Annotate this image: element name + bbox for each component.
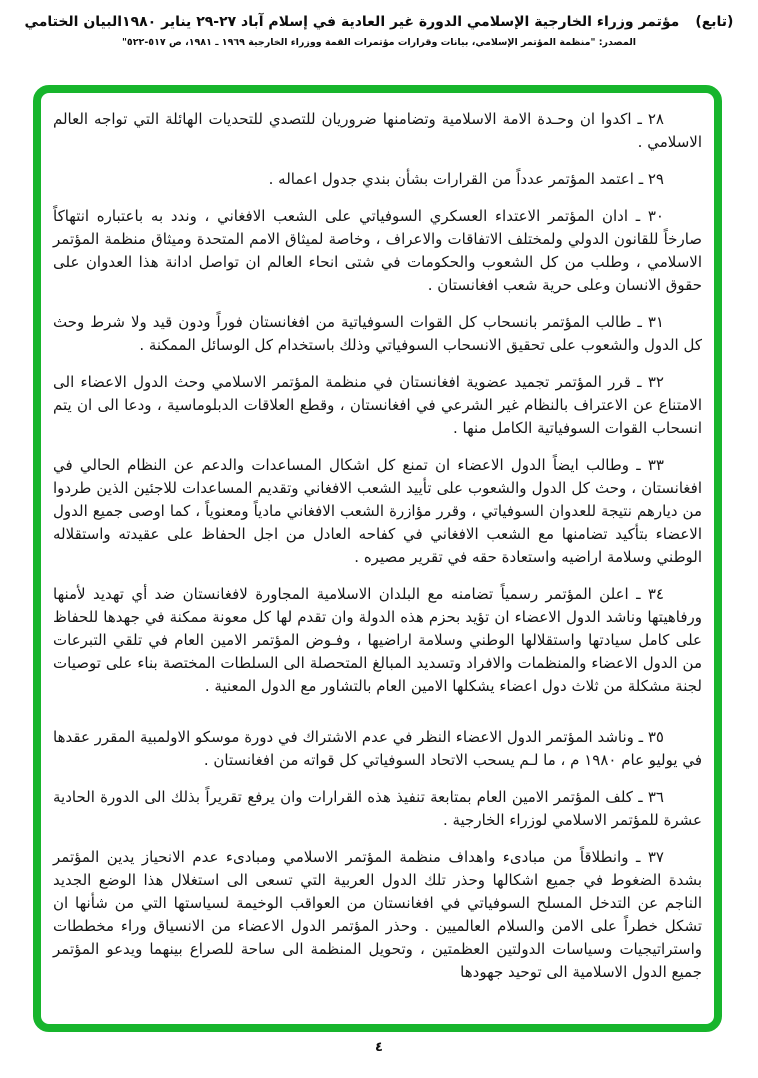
paragraph-number: ٣٥ bbox=[647, 728, 664, 746]
paragraph-dash: ـ bbox=[636, 585, 641, 603]
document-title-text: مؤتمر وزراء الخارجية الإسلامي الدورة غير العادية في إسلام آباد ٢٧-٢٩ يناير ١٩٨٠البيان الختامي bbox=[24, 14, 680, 30]
paragraph-text: ادان المؤتمر الاعتداء العسكري السوفياتي على الشعب الافغاني ، وندد به باعتباره انتهاكاً صارخاً للقانون الدولي ولمختلف الاتفاقات والاعراف ، وخاصة لميثاق الامم المتحدة وميثاق منظمة المؤتمر الاسلامي ، وطلب من كل الشعوب والحكومات في شتى انحاء العالم ان تواصل ادانة هذا العدوان على حقوق الانسان وعلى حرية شعب افغانستان . bbox=[53, 207, 702, 294]
paragraph-number: ٣١ bbox=[647, 313, 664, 331]
paragraph-text: قرر المؤتمر تجميد عضوية افغانستان في منظمة المؤتمر الاسلامي وحث الدول الاعضاء الى الامتناع عن الاعتراف بالنظام غير الشرعي في افغانستان ، وقطع العلاقات الدبلوماسية ، ودعا الى ان يتم انسحاب القوات السوفياتية الكامل منها . bbox=[53, 373, 702, 437]
paragraph-number: ٣٦ bbox=[647, 788, 664, 806]
document-box bbox=[33, 85, 722, 1032]
paragraph-number: ٣٢ bbox=[647, 373, 664, 391]
paragraph-30 bbox=[53, 205, 702, 297]
paragraph-text: اكدوا ان وحـدة الامة الاسلامية وتضامنها ضروريان للتصدي للتحديات الهائلة التي تواجه العالم الاسلامي . bbox=[53, 110, 702, 151]
paragraph-number: ٢٨ bbox=[647, 110, 664, 128]
paragraph-37 bbox=[53, 846, 702, 984]
paragraph-number: ٢٩ bbox=[647, 170, 664, 188]
paragraph-32 bbox=[53, 371, 702, 440]
paragraph-number: ٣٧ bbox=[647, 848, 664, 866]
paragraph-33 bbox=[53, 454, 702, 569]
paragraph-number: ٣٠ bbox=[647, 207, 664, 225]
paragraph-dash: ـ bbox=[636, 456, 641, 474]
paragraph-dash: ـ bbox=[637, 373, 642, 391]
paragraph-text: اعتمد المؤتمر عدداً من القرارات بشأن بندي جدول اعماله . bbox=[268, 170, 634, 188]
paragraph-dash: ـ bbox=[637, 313, 642, 331]
paragraph-dash: ـ bbox=[638, 788, 643, 806]
paragraph-text: وناشد المؤتمر الدول الاعضاء النظر في عدم الاشتراك في دورة موسكو الاولمبية المقرر عقدها في يوليو عام ١٩٨٠ م ، ما لـم يسحب الاتحاد السوفياتي كل قواته من افغانستان . bbox=[53, 728, 702, 769]
paragraph-28 bbox=[53, 108, 702, 154]
page-header bbox=[0, 0, 758, 48]
paragraph-29 bbox=[53, 168, 702, 191]
document-body bbox=[41, 93, 714, 1006]
paragraph-text: اعلن المؤتمر رسمياً تضامنه مع البلدان الاسلامية المجاورة لافغانستان ضد أي تهديد لأمنها ورفاهيتها وناشد الدول الاعضاء ان تؤيد بحزم هذه الدولة وان تقدم لها كل معونة ممكنة في جهدها للحفاظ على كامل سيادتها واستقلالها الوطني وسلامة اراضيها ، وفـوض المؤتمر الامين العام في تلقي التبرعات من الدول الاعضاء والمنظمات والافراد وتسديد المبالغ المتحصلة الى السلطات المختصة بناء على توصيات لجنة مشكلة من ثلاث دول اعضاء يشكلها الامين العام بالتشاور مع الدول المعنية . bbox=[53, 585, 702, 695]
paragraph-text: وانطلاقاً من مبادىء واهداف منظمة المؤتمر الاسلامي ومبادىء عدم الانحياز يدين المؤتمر بشدة الضغوط في جميع اشكالها وحذر تلك الدول العربية التي تسعى الى استغلال هذا الوضع الجديد الناجم عن التدخل المسلح السوفياتي في افغانستان من العواقب الوخيمة لسياستها التي من شأنها ان تشكل خطراً على الامن والسلام العالميين . وحذر المؤتمر الدول الاعضاء من الانسياق وراء مخططات واستراتيجيات وسياسات الدولتين العظمتين ، وتحويل المنظمة الى ساحة للصراع بينهما ويدعو المؤتمر جميع الدول الاسلامية الى توحيد جهودها bbox=[53, 848, 702, 981]
page-number: ٤ bbox=[375, 1040, 383, 1055]
paragraph-dash: ـ bbox=[638, 170, 644, 188]
document-title bbox=[0, 14, 758, 30]
paragraph-dash: ـ bbox=[638, 728, 644, 746]
paragraph-number: ٣٤ bbox=[647, 585, 664, 603]
paragraph-35 bbox=[53, 726, 702, 772]
paragraph-31 bbox=[53, 311, 702, 357]
paragraph-dash: ـ bbox=[635, 207, 641, 225]
paragraph-text: وطالب ايضاً الدول الاعضاء ان تمنع كل اشكال المساعدات والدعم عن النظام الحالي في افغانستان ، وحث كل الدول والشعوب على تأييد الشعب الافغاني وتقديم المساعدات للاجئين الذين طردوا من ديارهم نتيجة للعدوان السوفياتي ، وقرر مؤازرة الشعب الافغاني مادياً ومعنوياً ، كما اوصى جميع الدول الاعضاء بتأكيد تضامنها مع الشعب الافغاني في كفاحه العادل من اجل الحفاظ على عقيدته واستقلاله الوطني وسلامة اراضيه واستعادة حقه في تقرير مصيره . bbox=[53, 456, 702, 566]
paragraph-dash: ـ bbox=[637, 110, 642, 128]
paragraph-dash: ـ bbox=[635, 848, 641, 866]
source-line: المصدر: "منظمة المؤتمر الإسلامي، بيانات وقرارات مؤتمرات القمة ووزراء الخارجية ١٩٦٩ ـ ١٩٨١، ص ٥١٧-٥٢٢" bbox=[121, 37, 637, 48]
paragraph-text: كلف المؤتمر الامين العام بمتابعة تنفيذ هذه القرارات وان يرفع تقريراً بذلك الى الدورة الحادية عشرة للمؤتمر الاسلامي لوزراء الخارجية . bbox=[53, 788, 702, 829]
paragraph-34 bbox=[53, 583, 702, 698]
paragraph-36 bbox=[53, 786, 702, 832]
paragraph-number: ٣٣ bbox=[647, 456, 664, 474]
paragraph-text: طالب المؤتمر بانسحاب كل القوات السوفياتية من افغانستان فوراً ودون قيد ولا شرط وحث كل الدول والشعوب على تحقيق الانسحاب السوفياتي وذلك باستخدام كل الوسائل الممكنة . bbox=[53, 313, 702, 354]
continued-label: (تابع) bbox=[695, 14, 734, 30]
